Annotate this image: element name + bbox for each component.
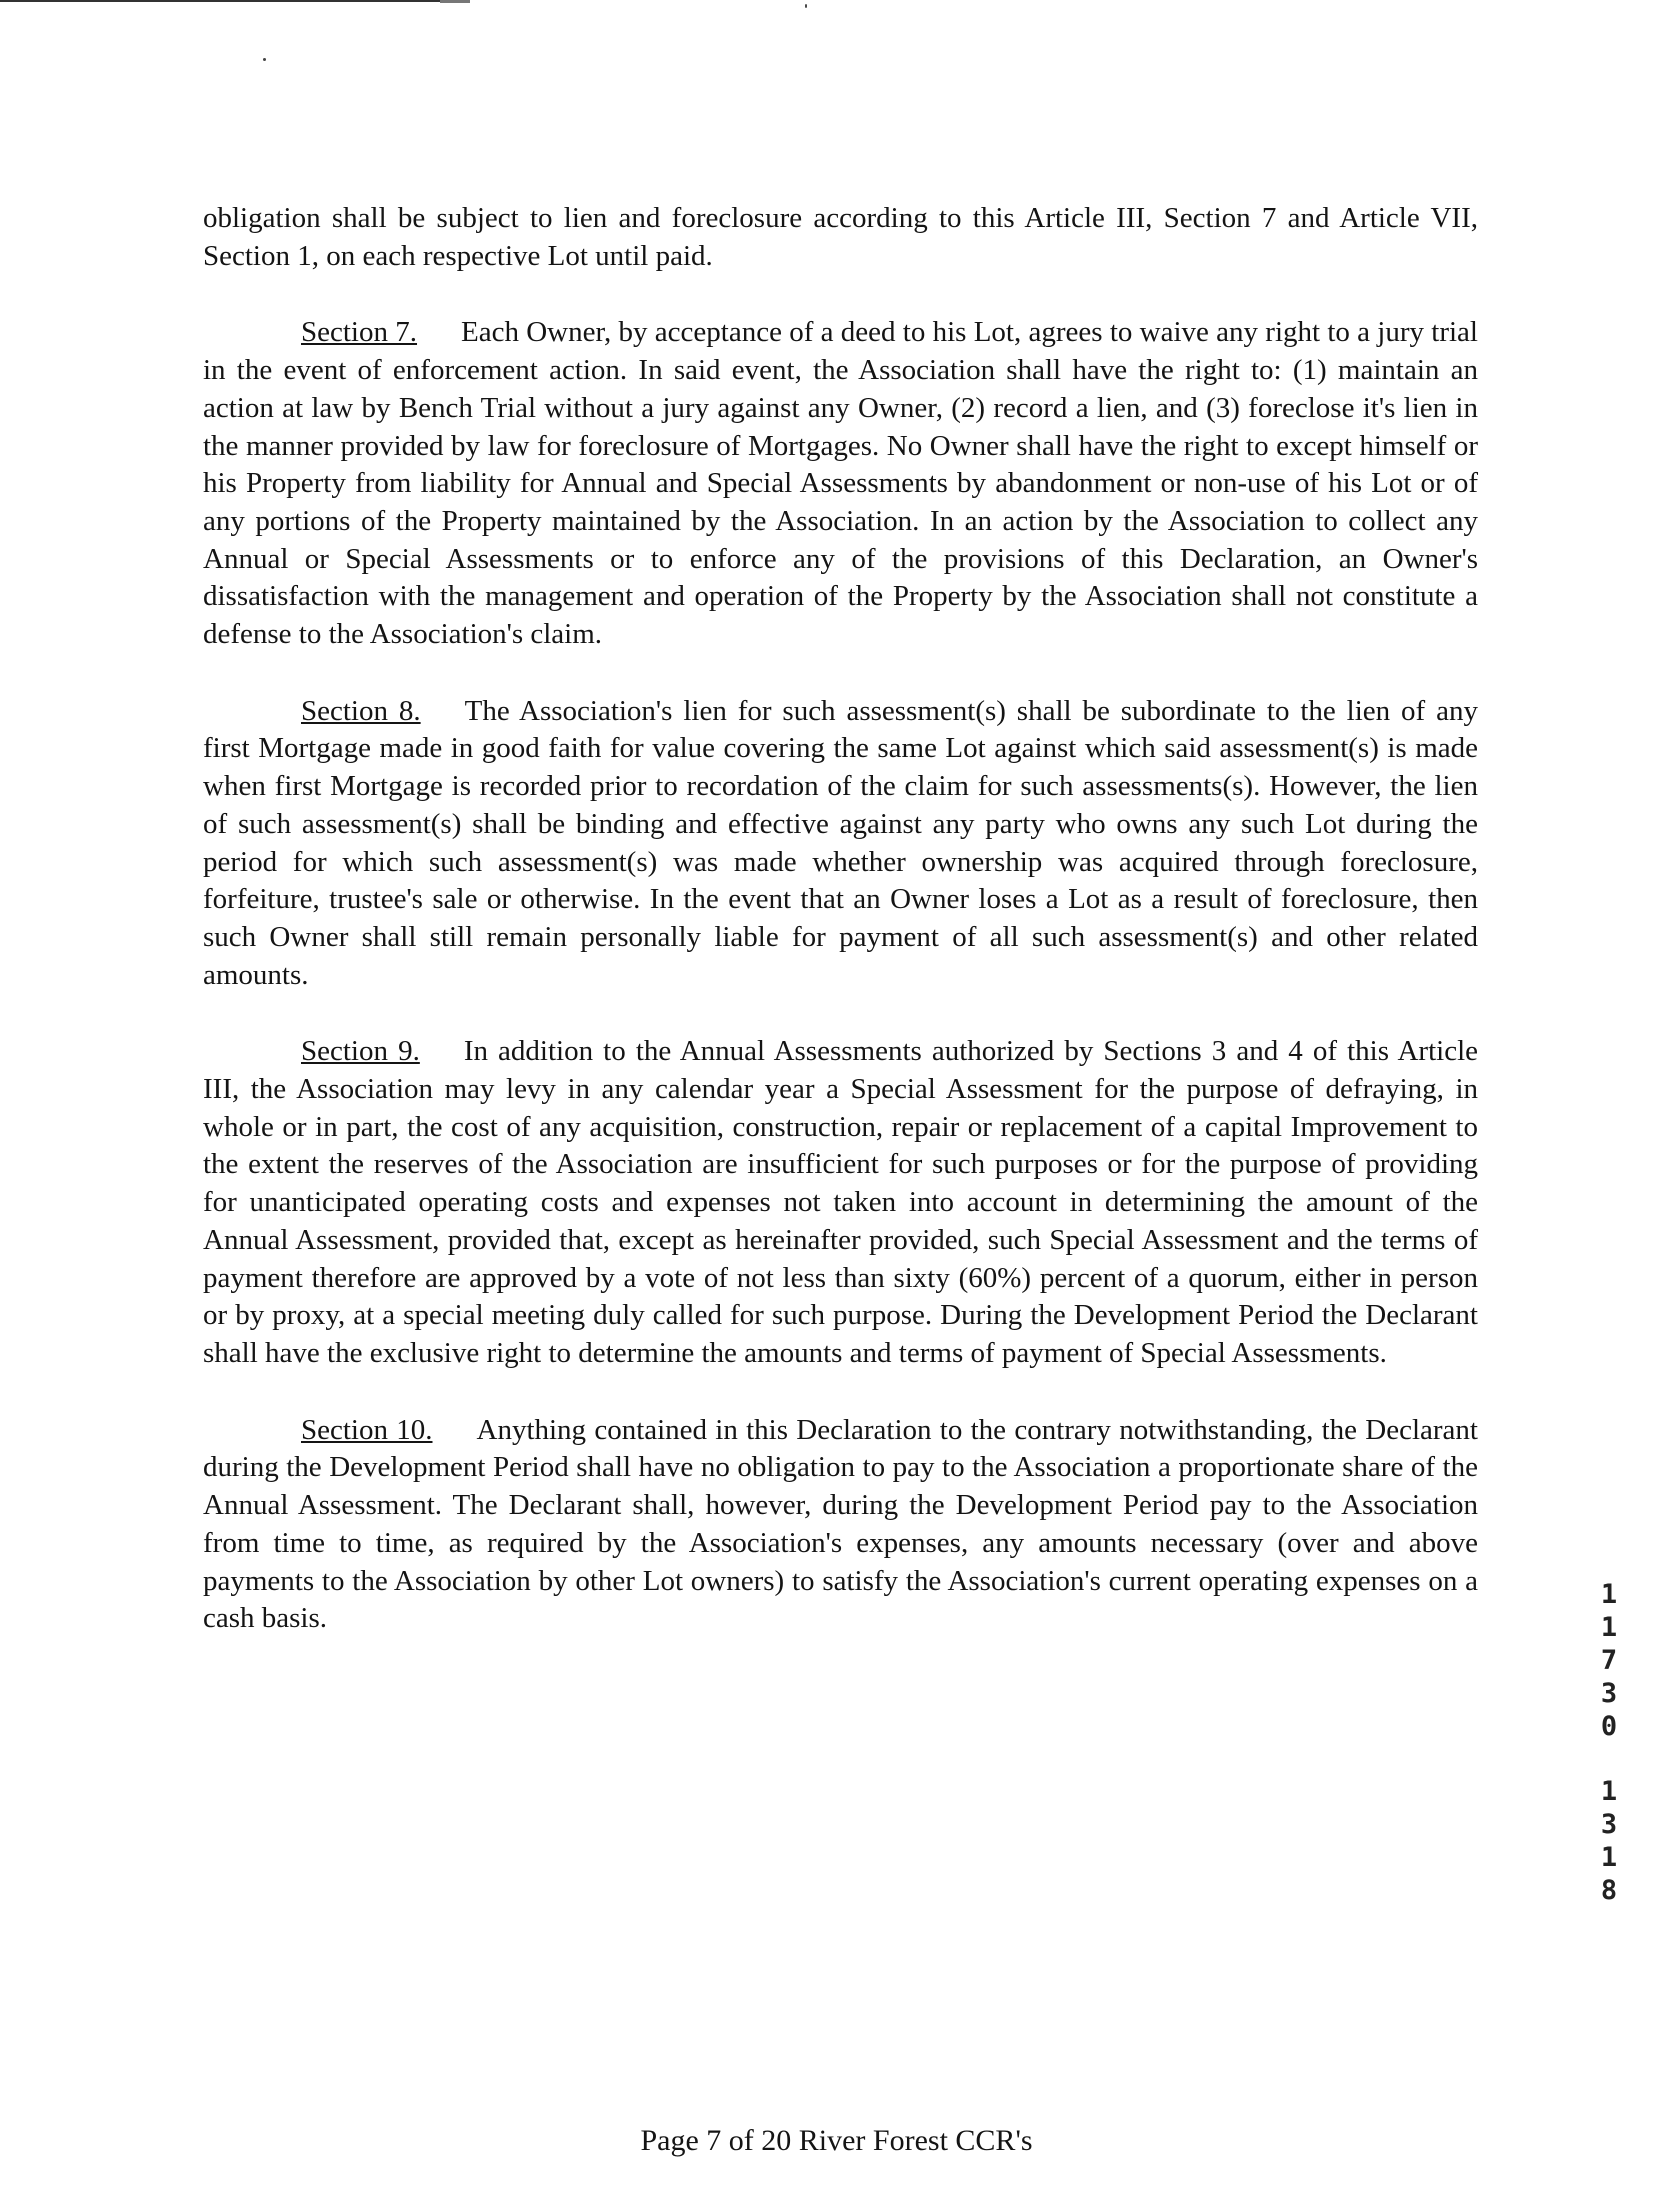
stamp-digit: 7 bbox=[1600, 1645, 1618, 1676]
scan-edge-mark bbox=[440, 0, 470, 3]
paragraph-section-8 bbox=[203, 693, 1478, 995]
stamp-digit: 3 bbox=[1600, 1809, 1618, 1840]
stamp-digit: 8 bbox=[1600, 1875, 1618, 1906]
section-label: Section 8. bbox=[301, 694, 421, 727]
scan-speck bbox=[805, 4, 807, 8]
stamp-digit: 0 bbox=[1600, 1711, 1618, 1742]
paragraph-section-7 bbox=[203, 314, 1478, 653]
section-label: Section 7. bbox=[301, 316, 418, 349]
section-label: Section 9. bbox=[301, 1035, 420, 1068]
stamp-digit: 1 bbox=[1600, 1842, 1618, 1873]
paragraph-text: Each Owner, by acceptance of a deed to his Lot, agrees to waive any right to a jury trial in the event of enforcement action. In said event, the Association shall have the right to: (1) maintain an action at law by Bench Trial without a jury against any Owner, (2) record a lien, and (3) foreclose it's lien in the manner provided by law for foreclosure of Mortgages. No Owner shall have the right to except himself or his Property from liability for Annual and Special Assessments by abandonment or non-use of his Lot or of any portions of the Property maintained by the Association. In an action by the Association to collect any Annual or Special Assessments or to enforce any of the provisions of this Declaration, an Owner's dissatisfaction with the management and operation of the Property by the Association shall not constitute a defense to the Association's claim. bbox=[203, 316, 1478, 651]
margin-stamp-page-number bbox=[1596, 1775, 1622, 1907]
paragraph-text: In addition to the Annual Assessments authorized by Sections 3 and 4 of this Article III, the Association may levy in any calendar year a Special Assessment for the purpose of defraying, in whole or in part, the cost of any acquisition, construction, repair or replacement of a capital Improvement to the extent the reserves of the Association are insufficient for such purposes or for the purpose of providing for unanticipated operating costs and expenses not taken into account in determining the amount of the Annual Assessment, provided that, except as hereinafter provided, such Special Assessment and the terms of payment therefore are approved by a vote of not less than sixty (60%) percent of a quorum, either in person or by proxy, at a special meeting duly called for such purpose. During the Development Period the Declarant shall have the exclusive right to determine the amounts and terms of payment of Special Assessments. bbox=[203, 1035, 1478, 1369]
stamp-digit: 3 bbox=[1600, 1678, 1618, 1709]
page-footer: Page 7 of 20 River Forest CCR's bbox=[640, 2124, 1033, 2157]
stamp-digit: 1 bbox=[1600, 1612, 1618, 1643]
document-body bbox=[203, 200, 1478, 1677]
paragraph-text: obligation shall be subject to lien and foreclosure according to this Article III, Section 7 and Article VII, Section 1, on each respective Lot until paid. bbox=[203, 202, 1478, 272]
stamp-digit: 1 bbox=[1600, 1579, 1618, 1610]
paragraph-text: Anything contained in this Declaration to the contrary notwithstanding, the Declarant during the Development Period shall have no obligation to pay to the Association a proportionate share of the Annual Assessment. The Declarant shall, however, during the Development Period pay to the Association from time to time, as required by the Association's expenses, any amounts necessary (over and above payments to the Association by other Lot owners) to satisfy the Association's current operating expenses on a cash basis. bbox=[203, 1413, 1478, 1635]
paragraph-section-10 bbox=[203, 1412, 1478, 1638]
section-label: Section 10. bbox=[301, 1413, 433, 1446]
paragraph-section-9 bbox=[203, 1033, 1478, 1372]
stamp-digit: 1 bbox=[1600, 1776, 1618, 1807]
scan-speck bbox=[263, 58, 266, 61]
paragraph-continuation bbox=[203, 200, 1478, 275]
paragraph-text: The Association's lien for such assessment(s) shall be subordinate to the lien of any first Mortgage made in good faith for value covering the same Lot against which said assessment(s) is made when first Mortgage is recorded prior to recordation of the claim for such assessments(s). However, the lien of such assessment(s) shall be binding and effective against any party who owns any such Lot during the period for which such assessment(s) was made whether ownership was acquired through foreclosure, forfeiture, trustee's sale or otherwise. In the event that an Owner loses a Lot as a result of foreclosure, then such Owner shall still remain personally liable for payment of all such assessment(s) and other related amounts. bbox=[203, 694, 1478, 991]
scan-edge-line bbox=[0, 0, 470, 2]
margin-stamp-recording-number bbox=[1596, 1578, 1622, 1743]
